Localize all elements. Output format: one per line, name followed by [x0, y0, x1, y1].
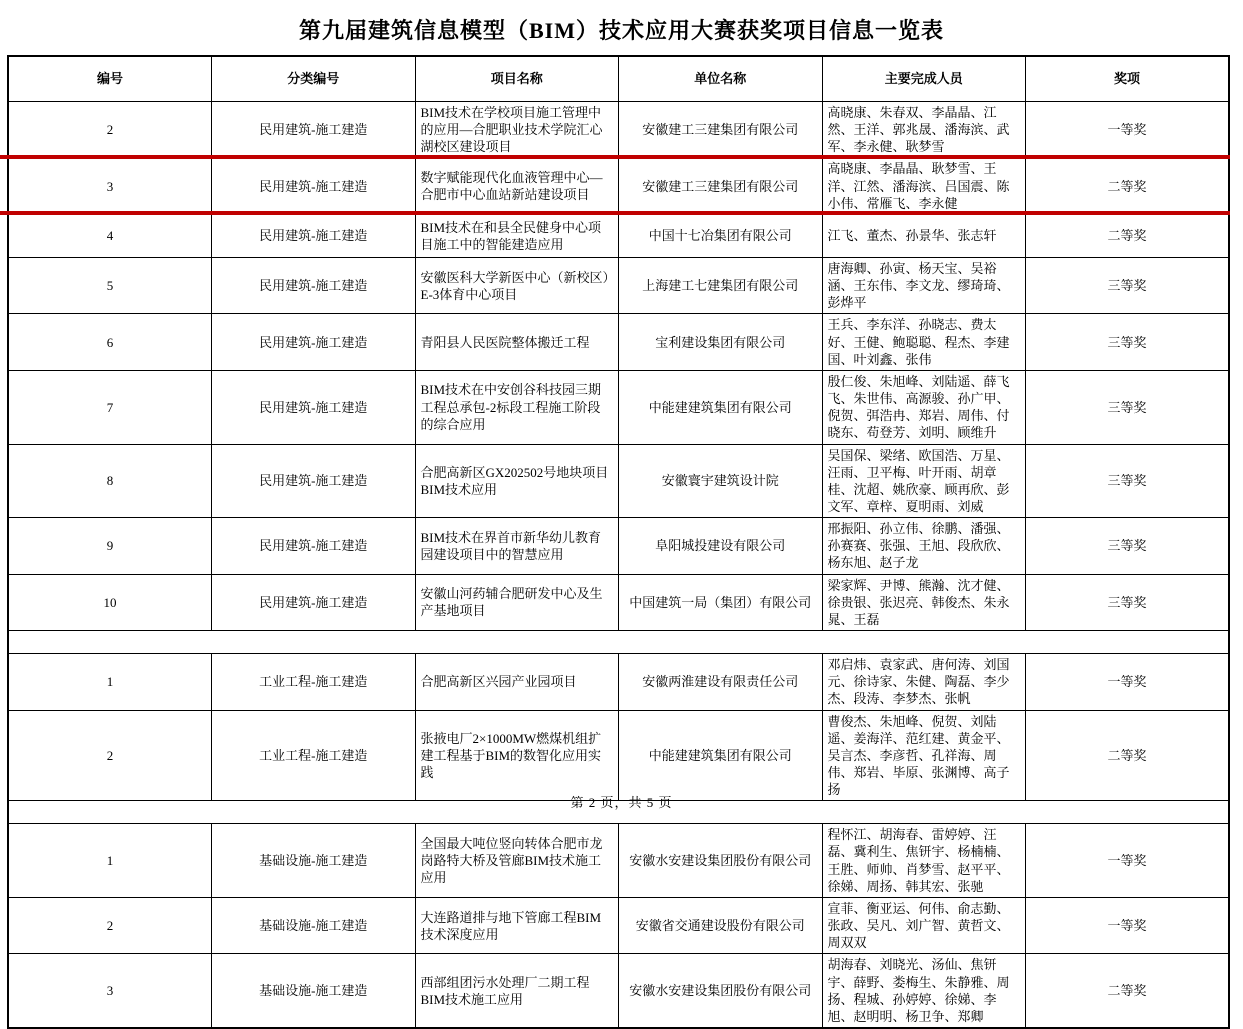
separator-row — [8, 631, 1229, 654]
cell-number: 1 — [8, 654, 212, 710]
cell-org-name: 安徽建工三建集团有限公司 — [619, 158, 823, 214]
cell-project-name: BIM技术在中安创谷科技园三期工程总承包-2标段工程施工阶段的综合应用 — [415, 370, 619, 444]
awards-table — [7, 55, 1230, 1029]
cell-category: 民用建筑-施工建造 — [212, 214, 416, 257]
cell-project-name: 西部组团污水处理厂二期工程BIM技术施工应用 — [415, 954, 619, 1028]
cell-number: 8 — [8, 444, 212, 518]
page-title: 第九届建筑信息模型（BIM）技术应用大赛获奖项目信息一览表 — [298, 18, 944, 43]
cell-people: 吴国保、梁绪、欧国浩、万星、汪雨、卫平梅、叶开雨、胡章桂、沈超、姚欣豪、顾再欣、彭文军、章梓、夏明雨、刘威 — [822, 444, 1026, 518]
cell-award: 二等奖 — [1026, 158, 1230, 214]
cell-category: 民用建筑-施工建造 — [212, 257, 416, 313]
cell-people: 王兵、李东洋、孙晓志、费太好、王健、鲍聪聪、程杰、李建国、叶刘鑫、张伟 — [822, 314, 1026, 370]
cell-category: 民用建筑-施工建造 — [212, 444, 416, 518]
table-row — [8, 824, 1229, 898]
cell-category: 民用建筑-施工建造 — [212, 102, 416, 158]
cell-award: 二等奖 — [1026, 954, 1230, 1028]
cell-award: 一等奖 — [1026, 824, 1230, 898]
cell-number: 7 — [8, 370, 212, 444]
cell-people: 梁家辉、尹博、熊瀚、沈才健、徐贵银、张迟亮、韩俊杰、朱永晁、王磊 — [822, 574, 1026, 630]
cell-category: 民用建筑-施工建造 — [212, 158, 416, 214]
cell-people: 宣菲、衡亚运、何伟、俞志勤、张政、吴凡、刘广智、黄哲文、周双双 — [822, 897, 1026, 953]
cell-org-name: 中国建筑一局（集团）有限公司 — [619, 574, 823, 630]
cell-category: 民用建筑-施工建造 — [212, 518, 416, 574]
cell-project-name: 大连路道排与地下管廊工程BIM技术深度应用 — [415, 897, 619, 953]
cell-org-name: 安徽建工三建集团有限公司 — [619, 102, 823, 158]
cell-project-name: BIM技术在界首市新华幼儿教育园建设项目中的智慧应用 — [415, 518, 619, 574]
cell-category: 基础设施-施工建造 — [212, 824, 416, 898]
cell-category: 基础设施-施工建造 — [212, 897, 416, 953]
cell-people: 唐海卿、孙寅、杨天宝、吴裕涵、王东伟、李文龙、缪琦琦、彭烨平 — [822, 257, 1026, 313]
table-row — [8, 654, 1229, 710]
cell-org-name: 安徽省交通建设股份有限公司 — [619, 897, 823, 953]
cell-award: 三等奖 — [1026, 444, 1230, 518]
cell-org-name: 中能建建筑集团有限公司 — [619, 370, 823, 444]
column-header: 项目名称 — [415, 56, 619, 102]
column-header: 主要完成人员 — [822, 56, 1026, 102]
table-row — [8, 102, 1229, 158]
cell-category: 工业工程-施工建造 — [212, 710, 416, 801]
cell-award: 三等奖 — [1026, 314, 1230, 370]
table-row — [8, 214, 1229, 257]
cell-award: 三等奖 — [1026, 518, 1230, 574]
cell-project-name: BIM技术在和县全民健身中心项目施工中的智能建造应用 — [415, 214, 619, 257]
table-row — [8, 574, 1229, 630]
cell-org-name: 安徽水安建设集团股份有限公司 — [619, 824, 823, 898]
cell-project-name: 合肥高新区GX202502号地块项目BIM技术应用 — [415, 444, 619, 518]
cell-award: 二等奖 — [1026, 710, 1230, 801]
cell-category: 民用建筑-施工建造 — [212, 370, 416, 444]
cell-org-name: 阜阳城投建设有限公司 — [619, 518, 823, 574]
cell-project-name: 全国最大吨位竖向转体合肥市龙岗路特大桥及管廊BIM技术施工应用 — [415, 824, 619, 898]
column-header: 编号 — [8, 56, 212, 102]
table-row — [8, 954, 1229, 1028]
cell-org-name: 安徽水安建设集团股份有限公司 — [619, 954, 823, 1028]
cell-people: 殷仁俊、朱旭峰、刘陆遥、薛飞飞、朱世伟、高源骏、孙广甲、倪贺、弭浩冉、郑岩、周伟、付晓东、苟登芳、刘明、顾维升 — [822, 370, 1026, 444]
cell-people: 邢振阳、孙立伟、徐鹏、潘强、孙赛赛、张强、王旭、段欣欣、杨东旭、赵子龙 — [822, 518, 1026, 574]
cell-award: 三等奖 — [1026, 257, 1230, 313]
cell-project-name: 青阳县人民医院整体搬迁工程 — [415, 314, 619, 370]
cell-number: 2 — [8, 897, 212, 953]
cell-people: 高晓康、朱春双、李晶晶、江然、王洋、郭兆晟、潘海滨、武军、李永健、耿梦雪 — [822, 102, 1026, 158]
page-number-footer: 第 2 页，共 5 页 — [570, 795, 673, 810]
cell-number: 3 — [8, 954, 212, 1028]
cell-org-name: 上海建工七建集团有限公司 — [619, 257, 823, 313]
cell-people: 程怀江、胡海春、雷婷婷、汪磊、冀利生、焦钘宇、杨楠楠、王胜、师帅、肖梦雪、赵平平、徐娣、周扬、韩其宏、张驰 — [822, 824, 1026, 898]
cell-org-name: 宝利建设集团有限公司 — [619, 314, 823, 370]
table-row — [8, 314, 1229, 370]
cell-number: 6 — [8, 314, 212, 370]
cell-award: 一等奖 — [1026, 654, 1230, 710]
cell-category: 基础设施-施工建造 — [212, 954, 416, 1028]
separator-cell — [8, 631, 1229, 654]
cell-category: 民用建筑-施工建造 — [212, 314, 416, 370]
cell-people: 邓启炜、袁家武、唐何涛、刘国元、徐诗家、朱健、陶磊、李少杰、段涛、李梦杰、张帆 — [822, 654, 1026, 710]
cell-number: 10 — [8, 574, 212, 630]
cell-people: 胡海春、刘晓光、汤仙、焦钘宇、薛野、娄梅生、朱静雅、周扬、程城、孙婷婷、徐娣、李旭、赵明明、杨卫争、郑卿 — [822, 954, 1026, 1028]
table-row — [8, 158, 1229, 214]
column-header: 奖项 — [1026, 56, 1230, 102]
table-row — [8, 370, 1229, 444]
cell-people: 江飞、董杰、孙景华、张志轩 — [822, 214, 1026, 257]
table-row — [8, 710, 1229, 801]
cell-project-name: 数字赋能现代化血液管理中心—合肥市中心血站新站建设项目 — [415, 158, 619, 214]
table-row — [8, 444, 1229, 518]
cell-number: 3 — [8, 158, 212, 214]
cell-number: 4 — [8, 214, 212, 257]
cell-org-name: 中国十七冶集团有限公司 — [619, 214, 823, 257]
cell-number: 2 — [8, 710, 212, 801]
cell-award: 一等奖 — [1026, 897, 1230, 953]
cell-people: 高晓康、李晶晶、耿梦雪、王洋、江然、潘海滨、吕国震、陈小伟、常雁飞、李永健 — [822, 158, 1026, 214]
cell-award: 二等奖 — [1026, 214, 1230, 257]
cell-number: 9 — [8, 518, 212, 574]
column-header: 分类编号 — [212, 56, 416, 102]
table-header-row — [8, 56, 1229, 102]
table-row — [8, 518, 1229, 574]
table-row — [8, 897, 1229, 953]
cell-org-name: 中能建建筑集团有限公司 — [619, 710, 823, 801]
cell-project-name: 安徽医科大学新医中心（新校区）E-3体育中心项目 — [415, 257, 619, 313]
cell-number: 2 — [8, 102, 212, 158]
cell-award: 三等奖 — [1026, 370, 1230, 444]
cell-project-name: 安徽山河药辅合肥研发中心及生产基地项目 — [415, 574, 619, 630]
column-header: 单位名称 — [619, 56, 823, 102]
cell-category: 民用建筑-施工建造 — [212, 574, 416, 630]
cell-category: 工业工程-施工建造 — [212, 654, 416, 710]
cell-project-name: BIM技术在学校项目施工管理中的应用—合肥职业技术学院汇心湖校区建设项目 — [415, 102, 619, 158]
cell-project-name: 合肥高新区兴园产业园项目 — [415, 654, 619, 710]
cell-number: 1 — [8, 824, 212, 898]
cell-people: 曹俊杰、朱旭峰、倪贺、刘陆遥、姜海洋、范红建、黄金平、吴言杰、李彦哲、孔祥海、周伟、郑岩、毕原、张渊博、高子扬 — [822, 710, 1026, 801]
cell-number: 5 — [8, 257, 212, 313]
cell-project-name: 张掖电厂2×1000MW燃煤机组扩建工程基于BIM的数智化应用实践 — [415, 710, 619, 801]
cell-award: 一等奖 — [1026, 102, 1230, 158]
cell-award: 三等奖 — [1026, 574, 1230, 630]
cell-org-name: 安徽两淮建设有限责任公司 — [619, 654, 823, 710]
cell-org-name: 安徽寰宇建筑设计院 — [619, 444, 823, 518]
table-row — [8, 257, 1229, 313]
